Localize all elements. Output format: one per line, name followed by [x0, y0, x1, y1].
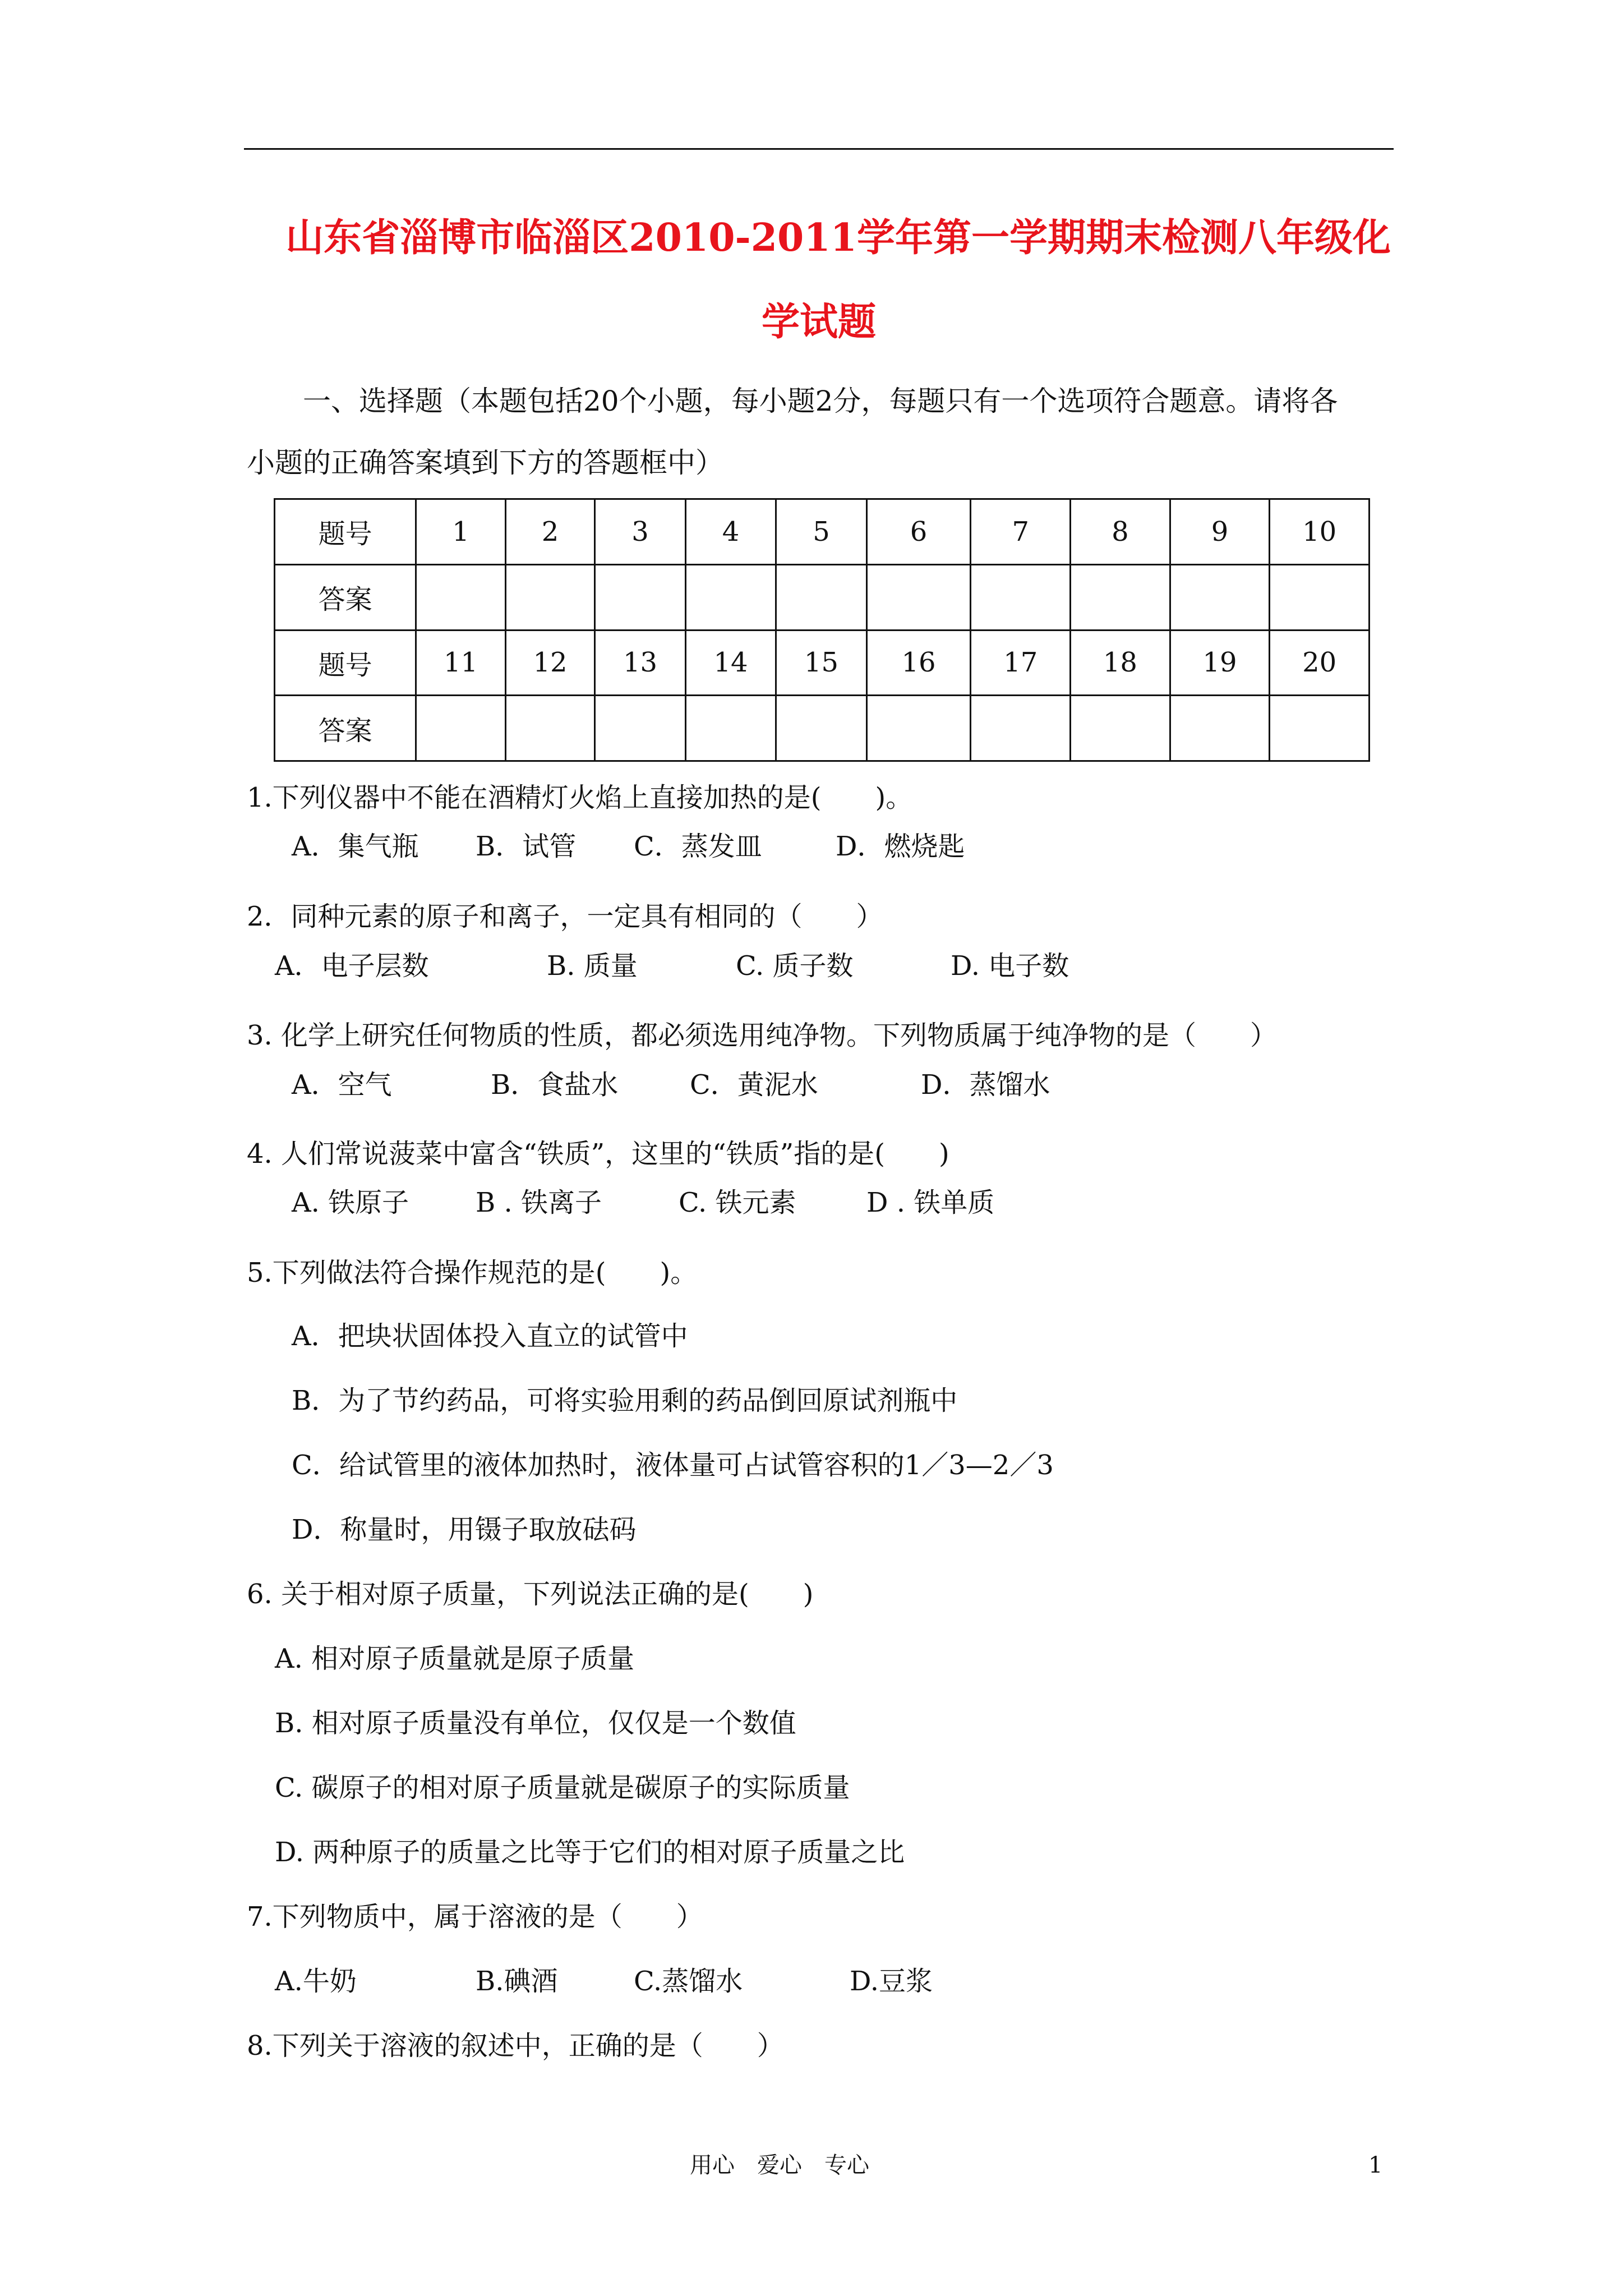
question-4-option-a: A. 铁原子 [292, 1187, 409, 1218]
table-row [275, 564, 1370, 630]
question-5-option-b: B．为了节约药品，可将实验用剩的药品倒回原试剂瓶中 [292, 1385, 958, 1416]
table-cell: 12 [505, 630, 594, 696]
question-5-option-d: D．称量时，用镊子取放砝码 [292, 1514, 637, 1545]
table-cell: 14 [685, 630, 776, 696]
table-cell: 5 [776, 499, 866, 565]
question-2-option-c: C. 质子数 [736, 950, 854, 982]
exam-title-line2: 学试题 [761, 300, 876, 344]
answer-cell[interactable] [1270, 564, 1370, 630]
question-7-option-d: D.豆浆 [850, 1966, 933, 1997]
table-row [275, 499, 1370, 565]
answer-cell[interactable] [595, 696, 685, 761]
question-3-option-d: D．蒸馏水 [921, 1069, 1050, 1101]
question-4-option-d: D . 铁单质 [866, 1187, 995, 1218]
question-1-stem: 1.下列仪器中不能在酒精灯火焰上直接加热的是( )。 [247, 782, 913, 813]
footer-motto: 用心 爱心 专心 [690, 2152, 869, 2178]
table-cell: 11 [416, 630, 505, 696]
question-7-stem: 7.下列物质中，属于溶液的是（ ） [247, 1901, 703, 1932]
table-cell: 18 [1071, 630, 1170, 696]
question-8-stem: 8.下列关于溶液的叙述中，正确的是（ ） [247, 2030, 784, 2062]
table-cell: 6 [866, 499, 971, 565]
question-2-option-d: D. 电子数 [951, 950, 1069, 982]
question-6-stem: 6. 关于相对原子质量，下列说法正确的是( ) [247, 1579, 814, 1610]
table-cell: 8 [1071, 499, 1170, 565]
question-4-option-c: C. 铁元素 [679, 1187, 796, 1218]
table-cell: 17 [971, 630, 1071, 696]
answer-cell[interactable] [1170, 564, 1270, 630]
table-cell: 答案 [275, 696, 416, 761]
question-6-option-b: B. 相对原子质量没有单位，仅仅是一个数值 [275, 1708, 796, 1739]
question-3-option-b: B．食盐水 [491, 1069, 619, 1101]
question-4-option-b: B . 铁离子 [476, 1187, 602, 1218]
question-2-option-a: A．电子层数 [275, 950, 429, 982]
answer-cell[interactable] [1071, 564, 1170, 630]
answer-cell[interactable] [685, 564, 776, 630]
question-4-stem: 4. 人们常说菠菜中富含“铁质”，这里的“铁质”指的是( ) [247, 1138, 949, 1170]
question-6-option-d: D. 两种原子的质量之比等于它们的相对原子质量之比 [275, 1837, 905, 1868]
answer-table [274, 498, 1370, 762]
answer-cell[interactable] [416, 696, 505, 761]
answer-cell[interactable] [1071, 696, 1170, 761]
table-cell: 1 [416, 499, 505, 565]
page-number: 1 [1368, 2152, 1383, 2178]
answer-cell[interactable] [776, 696, 866, 761]
question-7-option-a: A.牛奶 [275, 1966, 357, 1997]
table-cell: 13 [595, 630, 685, 696]
answer-cell[interactable] [971, 696, 1071, 761]
question-7-option-b: B.碘酒 [476, 1966, 558, 1997]
table-cell: 20 [1270, 630, 1370, 696]
table-cell: 19 [1170, 630, 1270, 696]
table-row [275, 696, 1370, 761]
section-intro-line1: 一、选择题（本题包括20个小题，每小题2分，每题只有一个选项符合题意。请将各 [303, 385, 1338, 417]
answer-cell[interactable] [595, 564, 685, 630]
table-cell: 3 [595, 499, 685, 565]
header-rule [244, 148, 1394, 150]
question-3-option-a: A．空气 [292, 1069, 392, 1101]
section-intro-line2: 小题的正确答案填到下方的答题框中） [247, 447, 723, 479]
answer-cell[interactable] [505, 564, 594, 630]
answer-cell[interactable] [1270, 696, 1370, 761]
answer-cell[interactable] [505, 696, 594, 761]
question-3-option-c: C．黄泥水 [690, 1069, 818, 1101]
question-6-option-a: A. 相对原子质量就是原子质量 [275, 1643, 635, 1674]
question-1-option-a: A．集气瓶 [292, 831, 419, 862]
table-cell: 16 [866, 630, 971, 696]
question-5-stem: 5.下列做法符合操作规范的是( )。 [247, 1257, 698, 1289]
exam-title-line1: 山东省淄博市临淄区2010-2011学年第一学期期末检测八年级化 [285, 215, 1391, 260]
table-row [275, 630, 1370, 696]
question-7-option-c: C.蒸馏水 [634, 1966, 743, 1997]
table-cell: 题号 [275, 499, 416, 565]
question-1-option-b: B．试管 [476, 831, 577, 862]
answer-cell[interactable] [866, 696, 971, 761]
table-cell: 10 [1270, 499, 1370, 565]
question-6-option-c: C. 碳原子的相对原子质量就是碳原子的实际质量 [275, 1772, 850, 1803]
question-2-stem: 2．同种元素的原子和离子，一定具有相同的（ ） [247, 901, 883, 932]
answer-cell[interactable] [685, 696, 776, 761]
answer-cell[interactable] [776, 564, 866, 630]
question-1-option-d: D．燃烧匙 [836, 831, 965, 862]
question-1-option-c: C．蒸发皿 [634, 831, 762, 862]
table-cell: 答案 [275, 564, 416, 630]
table-cell: 15 [776, 630, 866, 696]
question-3-stem: 3. 化学上研究任何物质的性质，都必须选用纯净物。下列物质属于纯净物的是（ ） [247, 1020, 1278, 1051]
answer-cell[interactable] [866, 564, 971, 630]
answer-cell[interactable] [971, 564, 1071, 630]
table-cell: 9 [1170, 499, 1270, 565]
table-cell: 题号 [275, 630, 416, 696]
table-cell: 2 [505, 499, 594, 565]
table-cell: 7 [971, 499, 1071, 565]
answer-cell[interactable] [1170, 696, 1270, 761]
answer-cell[interactable] [416, 564, 505, 630]
table-cell: 4 [685, 499, 776, 565]
question-5-option-c: C．给试管里的液体加热时，液体量可占试管容积的1／3—2／3 [292, 1450, 1054, 1481]
question-2-option-b: B. 质量 [547, 950, 638, 982]
question-5-option-a: A．把块状固体投入直立的试管中 [292, 1320, 688, 1352]
